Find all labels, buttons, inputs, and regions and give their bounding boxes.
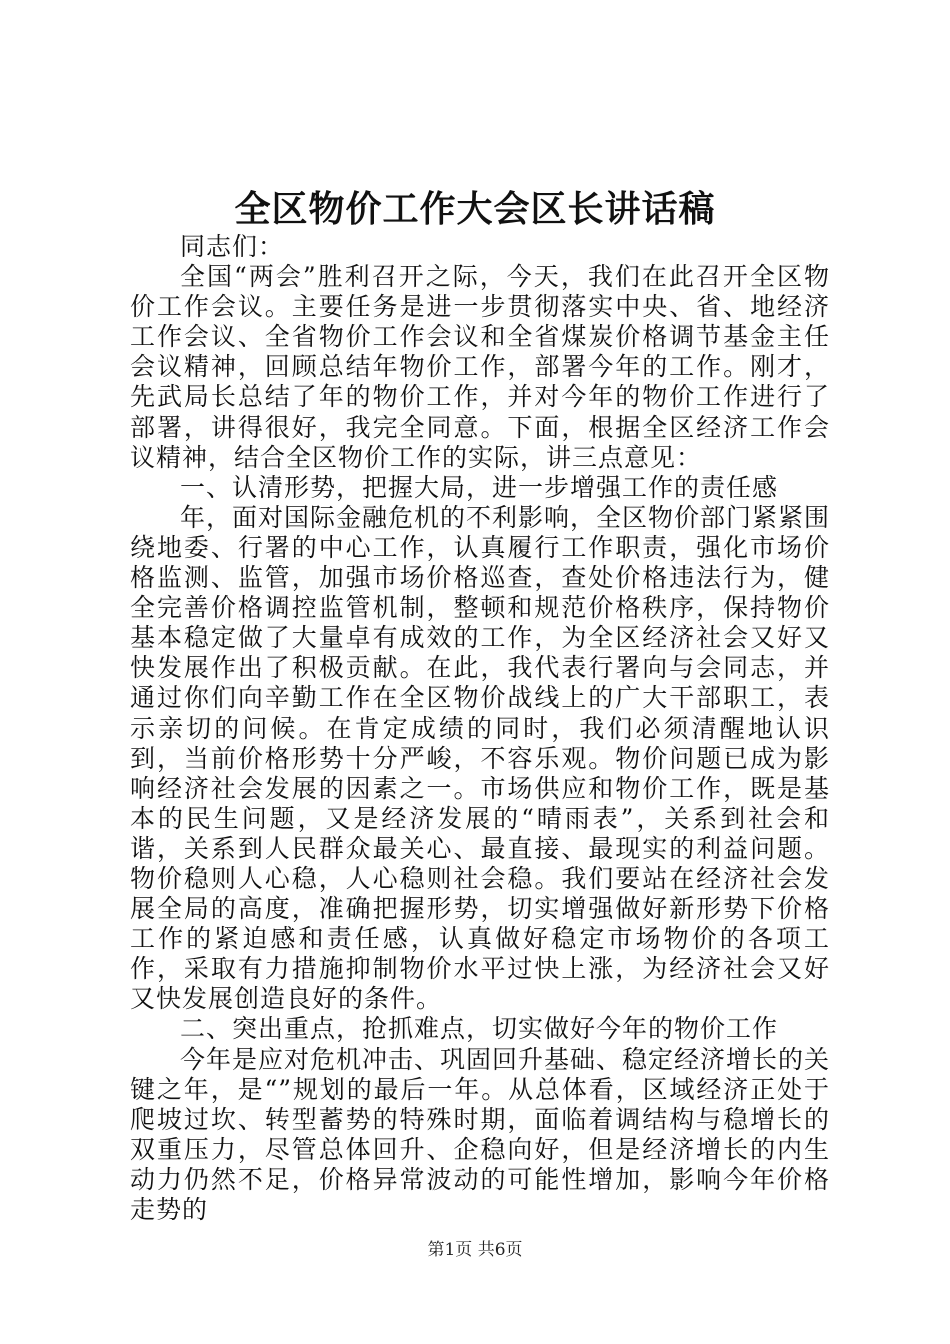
page-number-footer: 第1页 共6页: [427, 1240, 523, 1260]
salutation-paragraph: 同志们：: [180, 232, 285, 261]
body-paragraph: 今年是应对危机冲击、巩固回升基础、稳定经济增长的关键之年，是“”规划的最后一年。从总体看，区域经济正处于爬坡过坎、转型蓄势的特殊时期，面临着调结构与稳增长的双重压力，尽管总体回升、企稳向好，但是经济增长的内生动力仍然不足，价格异常波动的可能性增加，影响今年价格走势的: [130, 1044, 831, 1224]
document-body: [130, 232, 830, 1225]
document-title: 全区物价工作大会区长讲话稿: [234, 188, 716, 230]
intro-paragraph: 全国“两会”胜利召开之际，今天，我们在此召开全区物价工作会议。主要任务是进一步贯彻落实中央、省、地经济工作会议、全省物价工作会议和全省煤炭价格调节基金主任会议精神，回顾总结年物价工作，部署今年的工作。刚才，先武局长总结了年的物价工作，并对今年的物价工作进行了部署，讲得很好，我完全同意。下面，根据全区经济工作会议精神，结合全区物价工作的实际，讲三点意见：: [130, 262, 830, 472]
section-heading-1: 一、认清形势，把握大局，进一步增强工作的责任感: [180, 472, 779, 502]
section-heading-2: 二、突出重点，抢抓难点，切实做好今年的物价工作: [180, 1014, 779, 1044]
body-paragraph: 年，面对国际金融危机的不利影响，全区物价部门紧紧围绕地委、行署的中心工作，认真履行工作职责，强化市场价格监测、监管，加强市场价格巡查，查处价格违法行为，健全完善价格调控监管机制，整顿和规范价格秩序，保持物价基本稳定做了大量卓有成效的工作，为全区经济社会又好又快发展作出了积极贡献。在此，我代表行署向与会同志，并通过你们向辛勤工作在全区物价战线上的广大干部职工，表示亲切的问候。在肯定成绩的同时，我们必须清醒地认识到，当前价格形势十分严峻，不容乐观。物价问题已成为影响经济社会发展的因素之一。市场供应和物价工作，既是基本的民生问题，又是经济发展的“晴雨表”，关系到社会和谐，关系到人民群众最关心、最直接、最现实的利益问题。物价稳则人心稳，人心稳则社会稳。我们要站在经济社会发展全局的高度，准确把握形势，切实增强做好新形势下价格工作的紧迫感和责任感，认真做好稳定市场物价的各项工作，采取有力措施抑制物价水平过快上涨，为经济社会又好又快发展创造良好的条件。: [130, 502, 831, 1014]
